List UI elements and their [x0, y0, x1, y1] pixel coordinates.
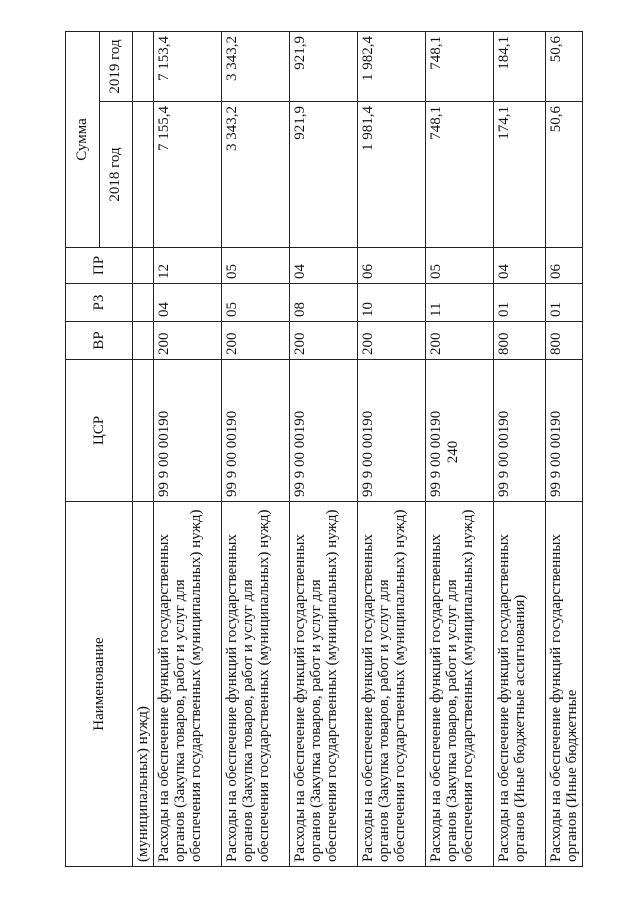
row-2018-cell: 748,1: [426, 102, 494, 248]
row-csr-cell: [133, 360, 154, 502]
row-pr-cell: 05: [222, 248, 290, 284]
row-2018-cell: 7 155,4: [154, 102, 222, 248]
row-rz-cell: 01: [546, 284, 583, 322]
row-2019-cell: 921,9: [290, 31, 358, 101]
budget-table: [65, 31, 583, 867]
table-body: [133, 31, 583, 866]
row-2018-cell: 174,1: [494, 102, 546, 248]
row-rz-cell: 04: [154, 284, 222, 322]
row-2019-cell: 3 343,2: [222, 31, 290, 101]
row-vr-cell: 200: [154, 322, 222, 360]
row-rz-cell: 10: [358, 284, 426, 322]
row-2019-cell: 748,1: [426, 31, 494, 101]
row-rz-cell: 01: [494, 284, 546, 322]
row-2019-cell: [133, 31, 154, 101]
row-pr-cell: 04: [290, 248, 358, 284]
row-csr-cell: 99 9 00 00190: [358, 360, 426, 502]
row-vr-cell: 800: [546, 322, 583, 360]
row-csr-cell: 99 9 00 00190: [546, 360, 583, 502]
row-name-cell: Расходы на обеспечение функций государственных органов (Закупка товаров, работ и услуг для обеспечения государственных (муниципальных) нужд): [358, 502, 426, 867]
row-vr-cell: 200: [426, 322, 494, 360]
row-vr-cell: [133, 322, 154, 360]
row-pr-cell: [133, 248, 154, 284]
row-rz-cell: 11: [426, 284, 494, 322]
row-name-cell: Расходы на обеспечение функций государственных органов (Закупка товаров, работ и услуг для обеспечения государственных (муниципальных) нужд): [222, 502, 290, 867]
row-2019-cell: 50,6: [546, 31, 583, 101]
table-row: [358, 31, 426, 866]
row-vr-cell: 200: [290, 322, 358, 360]
table-row: [133, 31, 154, 866]
row-2019-cell: 1 982,4: [358, 31, 426, 101]
row-name-cell: Расходы на обеспечение функций государственных органов (Закупка товаров, работ и услуг для обеспечения государственных (муниципальных) нужд): [154, 502, 222, 867]
page-number: 240: [445, 440, 461, 464]
row-pr-cell: 12: [154, 248, 222, 284]
header-2018: 2018 год: [99, 102, 133, 248]
table-row: [426, 31, 494, 866]
row-pr-cell: 04: [494, 248, 546, 284]
row-pr-cell: 05: [426, 248, 494, 284]
row-name-cell: Расходы на обеспечение функций государственных органов (Закупка товаров, работ и услуг для обеспечения государственных (муниципальных) нужд): [426, 502, 494, 867]
table-row: [546, 31, 583, 866]
row-csr-cell: 99 9 00 00190: [154, 360, 222, 502]
table-row: [222, 31, 290, 866]
row-vr-cell: 800: [494, 322, 546, 360]
row-vr-cell: 200: [358, 322, 426, 360]
table-header: [66, 31, 133, 866]
header-csr: ЦСР: [66, 360, 133, 502]
row-name-cell: Расходы на обеспечение функций государственных органов (Иные бюджетные: [546, 502, 583, 867]
header-rz: РЗ: [66, 284, 133, 322]
row-name-cell: Расходы на обеспечение функций государственных органов (Иные бюджетные ассигнования): [494, 502, 546, 867]
row-name-cell: (муниципальных) нужд): [133, 502, 154, 867]
row-vr-cell: 200: [222, 322, 290, 360]
row-name-cell: Расходы на обеспечение функций государственных органов (Закупка товаров, работ и услуг для обеспечения государственных (муниципальных) нужд): [290, 502, 358, 867]
header-sum: Сумма: [66, 31, 100, 247]
table-row: [290, 31, 358, 866]
row-2019-cell: 7 153,4: [154, 31, 222, 101]
row-pr-cell: 06: [358, 248, 426, 284]
row-rz-cell: 05: [222, 284, 290, 322]
header-pr: ПР: [66, 248, 133, 284]
row-csr-cell: 99 9 00 00190: [222, 360, 290, 502]
row-rz-cell: 08: [290, 284, 358, 322]
table-row: [154, 31, 222, 866]
header-name: Наименование: [66, 502, 133, 867]
table-row: [494, 31, 546, 866]
row-csr-cell: 99 9 00 00190: [494, 360, 546, 502]
row-rz-cell: [133, 284, 154, 322]
row-2018-cell: 1 981,4: [358, 102, 426, 248]
row-2018-cell: 921,9: [290, 102, 358, 248]
row-csr-cell: 99 9 00 00190: [290, 360, 358, 502]
row-2019-cell: 184,1: [494, 31, 546, 101]
header-vr: ВР: [66, 322, 133, 360]
header-2019: 2019 год: [99, 31, 133, 101]
row-2018-cell: 3 343,2: [222, 102, 290, 248]
row-pr-cell: 06: [546, 248, 583, 284]
row-2018-cell: 50,6: [546, 102, 583, 248]
row-2018-cell: [133, 102, 154, 248]
row-csr-cell: 99 9 00 00190: [426, 360, 494, 502]
